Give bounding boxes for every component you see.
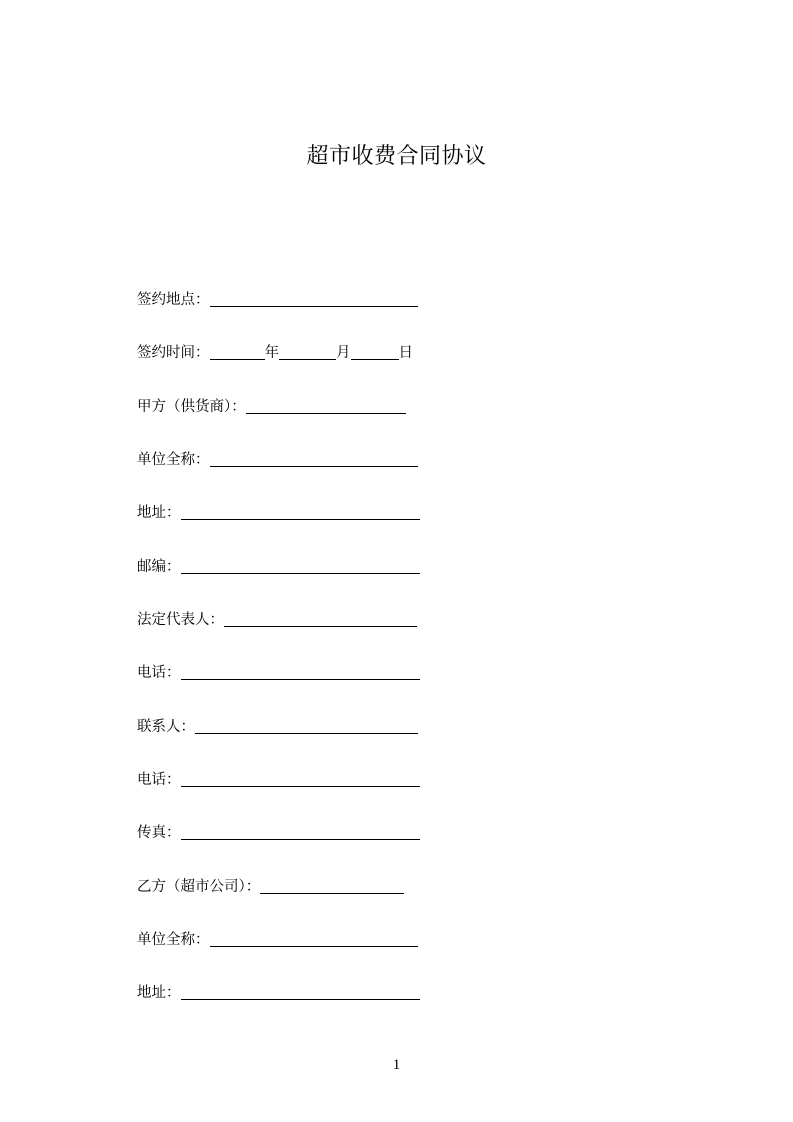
party-a-company-label: 单位全称： bbox=[137, 452, 210, 468]
party-b-label: 乙方（超市公司）： bbox=[137, 879, 261, 895]
year-blank bbox=[210, 345, 265, 360]
party-b-company-blank bbox=[210, 932, 418, 947]
party-a-fax-label: 传真： bbox=[137, 825, 181, 841]
document-title: 超市收费合同协议 bbox=[306, 144, 487, 169]
party-a-line bbox=[137, 397, 406, 417]
signing-place-blank bbox=[210, 292, 418, 307]
party-a-contact-line bbox=[137, 717, 418, 737]
party-b-company-label: 单位全称： bbox=[137, 932, 210, 948]
party-a-phone-label: 电话： bbox=[137, 665, 181, 681]
year-label: 年 bbox=[264, 345, 279, 361]
party-a-address-blank bbox=[181, 505, 420, 520]
party-a-phone-line bbox=[137, 663, 420, 683]
party-b-address-line bbox=[137, 983, 420, 1003]
party-a-phone-blank bbox=[181, 665, 420, 680]
day-blank bbox=[351, 345, 399, 360]
party-a-contact-phone-line bbox=[137, 770, 420, 790]
party-b-line bbox=[137, 877, 404, 897]
party-b-address-label: 地址： bbox=[137, 985, 181, 1001]
party-a-legal-rep-blank bbox=[224, 612, 417, 627]
month-blank bbox=[279, 345, 336, 360]
party-a-address-line bbox=[137, 503, 420, 523]
party-a-company-line bbox=[137, 450, 418, 470]
signing-time-line bbox=[137, 343, 413, 363]
party-a-contact-phone-blank bbox=[181, 772, 420, 787]
party-a-contact-label: 联系人： bbox=[137, 719, 195, 735]
party-a-contact-phone-label: 电话： bbox=[137, 772, 181, 788]
party-a-company-blank bbox=[210, 452, 418, 467]
party-a-legal-rep-line bbox=[137, 610, 417, 630]
party-a-postcode-blank bbox=[181, 559, 420, 574]
party-a-label: 甲方（供货商）： bbox=[137, 399, 246, 415]
party-a-address-label: 地址： bbox=[137, 505, 181, 521]
party-a-blank bbox=[246, 399, 406, 414]
party-a-fax-line bbox=[137, 823, 420, 843]
page-number: 1 bbox=[392, 1057, 401, 1073]
party-a-fax-blank bbox=[181, 825, 420, 840]
signing-time-label: 签约时间： bbox=[137, 345, 210, 361]
party-b-blank bbox=[260, 879, 404, 894]
signing-place-label: 签约地点： bbox=[137, 292, 210, 308]
party-a-postcode-line bbox=[137, 557, 420, 577]
party-b-address-blank bbox=[181, 985, 420, 1000]
month-label: 月 bbox=[336, 345, 351, 361]
party-a-legal-rep-label: 法定代表人： bbox=[137, 612, 224, 628]
signing-place-line bbox=[137, 290, 418, 310]
party-a-contact-blank bbox=[195, 719, 418, 734]
party-b-company-line bbox=[137, 930, 418, 950]
party-a-postcode-label: 邮编： bbox=[137, 559, 181, 575]
day-label: 日 bbox=[398, 345, 413, 361]
